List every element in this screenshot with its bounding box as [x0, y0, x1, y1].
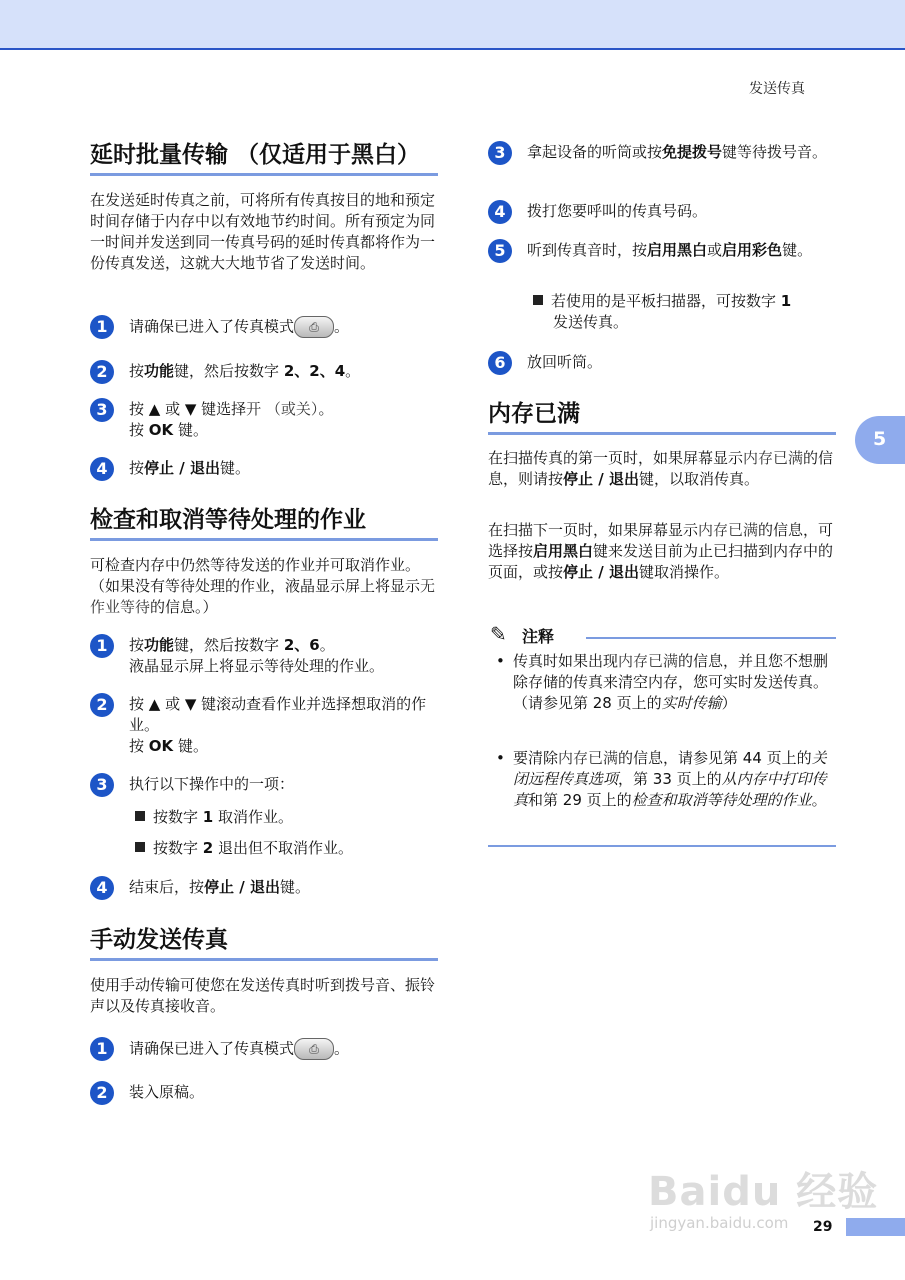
key-name: OK: [148, 421, 174, 439]
top-header-band: [0, 0, 905, 50]
section-title-memory-full: 内存已满: [488, 399, 836, 435]
step-4-check-cancel: [90, 876, 438, 902]
running-head: 发送传真: [749, 81, 805, 97]
cross-reference-link[interactable]: 实时传输: [661, 694, 722, 712]
bullet-text: [513, 651, 835, 714]
option-2: [135, 838, 435, 859]
lcd-text: 无作业等待: [90, 577, 436, 616]
text: 键。: [219, 459, 250, 477]
step-text: 请确保已进入了传真模式: [129, 317, 295, 336]
text: 的信息，可选择按: [488, 521, 834, 560]
text: 键，以取消传真。: [638, 470, 759, 488]
section-title-delayed-batch: 延时批量传输 （仅适用于黑白）: [90, 140, 438, 176]
text: 按: [129, 459, 145, 477]
note-pencil-icon: ✎: [490, 622, 507, 646]
baidu-watermark-url: jingyan.baidu.com: [650, 1214, 789, 1232]
text: 结束后，按: [129, 878, 205, 896]
step-number-icon: 6: [488, 351, 512, 375]
text: 发送传真。: [553, 313, 629, 331]
text: 和第 29 页上的: [528, 791, 632, 809]
text: 按: [129, 362, 145, 380]
step-1-check-cancel: [90, 634, 438, 675]
lcd-text: 内存已满: [743, 449, 804, 467]
fax-mode-button-icon: ⎙: [294, 316, 334, 338]
key-digit: 2: [202, 839, 214, 857]
step-number-icon: 4: [90, 876, 114, 900]
text: 在扫描下一页时，如果屏幕显示: [488, 521, 699, 539]
step-number-icon: 4: [90, 457, 114, 481]
key-name: 功能: [144, 636, 175, 654]
note-header: [488, 622, 836, 646]
text: 。: [811, 791, 827, 809]
bullet-dot-icon: •: [496, 652, 505, 670]
step-text: 执行以下操作中的一项：: [129, 775, 295, 793]
key-digits: 2、2、4: [283, 362, 346, 380]
option-1: [135, 807, 435, 828]
text: 拿起设备的听筒或按: [527, 143, 663, 161]
step-text-end: 。: [334, 317, 350, 336]
text: 若使用的是平板扫描器，可按数字: [551, 292, 777, 310]
step-2-check-cancel: [90, 693, 438, 755]
page-number: 29: [813, 1219, 833, 1235]
text: 键来发送目前为止已扫描到内存中的页面，或按: [488, 542, 834, 581]
step-number-icon: 2: [90, 1081, 114, 1105]
section-intro-delayed-batch: 在发送延时传真之前，可将所有传真按目的地和预定时间存储于内存中以有效地节约时间。所有预定为同一时间并发送到同一传真号码的延时传真都将作为一份传真发送，这就大大地节省了发送时间。: [90, 191, 436, 272]
step-number-icon: 1: [90, 315, 114, 339]
text: 。: [318, 400, 334, 418]
cross-reference-link[interactable]: 关闭远程传真选项: [513, 749, 827, 788]
step-text-end: 。: [334, 1039, 350, 1058]
step-2-manual-send: [90, 1081, 438, 1107]
section-intro-manual-send: 使用手动传输可使您在发送传真时听到拨号音、振铃声以及传真接收音。: [90, 976, 436, 1015]
text: 按 ▲ 或 ▼ 键选择: [129, 400, 247, 418]
key-name: 停止 / 退出: [563, 470, 639, 488]
key-name: 启用黑白: [533, 542, 594, 560]
lcd-text: 内存已满: [698, 521, 759, 539]
step-number-icon: 3: [90, 773, 114, 797]
key-name: 免提拨号: [662, 143, 723, 161]
text: 听到传真音时，按: [527, 241, 648, 259]
text: 。: [319, 636, 335, 654]
text: 键。: [279, 878, 310, 896]
key-digits: 2、6: [283, 636, 320, 654]
step-number-icon: 5: [488, 239, 512, 263]
cross-reference-link[interactable]: 从内存中打印传真: [513, 770, 827, 809]
text: 键等待拨号音。: [722, 143, 828, 161]
text: 。: [345, 362, 361, 380]
step-text: 放回听筒。: [527, 353, 603, 371]
step-number-icon: 4: [488, 200, 512, 224]
text: 可检查内存中仍然等待发送的作业并可取消作业。（如果没有等待处理的作业，液晶显示屏上将显示: [90, 556, 421, 595]
step-2-delayed-batch: [90, 360, 438, 386]
text: 退出但不取消作业。: [218, 839, 354, 857]
square-bullet-icon: [135, 811, 145, 821]
key-name: 启用黑白: [647, 241, 708, 259]
chapter-number: 5: [873, 428, 887, 450]
note-title: 注释: [522, 627, 555, 646]
step-1-manual-send: [90, 1037, 438, 1063]
step-1-delayed-batch: [90, 315, 438, 341]
step-3-manual-send: [488, 141, 836, 167]
step-3-check-cancel: [90, 773, 438, 799]
text: 要清除: [513, 749, 559, 767]
step-number-icon: 3: [90, 398, 114, 422]
lcd-text: 内存已满: [618, 652, 679, 670]
lcd-text: 内存已满: [558, 749, 619, 767]
text: 按数字: [153, 808, 199, 826]
section-title-manual-send: 手动发送传真: [90, 925, 438, 961]
bullet-text: [513, 748, 835, 811]
text: 键。: [782, 241, 813, 259]
note-rule: [586, 637, 836, 639]
text: 的信息，并且您不想删除存储的传真来清空内存，您可实时发送传真。（请参见第 28 页上的: [513, 652, 829, 712]
chapter-tab: [855, 416, 905, 464]
fax-mode-button-icon: ⎙: [294, 1038, 334, 1060]
section-intro-check-cancel: [90, 555, 438, 618]
key-digit: 1: [202, 808, 214, 826]
key-name: 停止 / 退出: [204, 878, 280, 896]
cross-reference-link[interactable]: 检查和取消等待处理的作业: [631, 791, 812, 809]
baidu-watermark-logo: Baidu 经验: [648, 1169, 879, 1215]
text: 按 ▲ 或 ▼ 键滚动查看作业并选择想取消的作业。: [129, 695, 427, 734]
text: 按: [129, 737, 145, 755]
step-number-icon: 2: [90, 693, 114, 717]
text: 取消作业。: [218, 808, 294, 826]
key-name: 停止 / 退出: [144, 459, 220, 477]
key-name: 停止 / 退出: [563, 563, 639, 581]
step-4-delayed-batch: [90, 457, 438, 483]
page-number-bar: [846, 1218, 905, 1236]
step-number-icon: 1: [90, 1037, 114, 1061]
step-5-sub-option: [533, 291, 833, 333]
step-number-icon: 1: [90, 634, 114, 658]
text: 按: [129, 421, 145, 439]
step-text: 请确保已进入了传真模式: [129, 1039, 295, 1058]
memory-full-paragraph-1: [488, 448, 836, 490]
bullet-dot-icon: •: [496, 749, 505, 767]
memory-full-paragraph-2: [488, 520, 836, 583]
text: 的信息。）: [150, 598, 218, 616]
text: 键。: [177, 737, 208, 755]
key-name: 启用彩色: [722, 241, 783, 259]
step-number-icon: 2: [90, 360, 114, 384]
step-number-icon: 3: [488, 141, 512, 165]
text: 的信息，请参见第 44 页上的: [618, 749, 812, 767]
key-name: OK: [148, 737, 174, 755]
step-text: 拨打您要呼叫的传真号码。: [527, 202, 708, 220]
lcd-text: 开 （或关）: [246, 400, 319, 418]
text: 在扫描传真的第一页时，如果屏幕显示: [488, 449, 744, 467]
step-5-manual-send: [488, 239, 836, 265]
text: 按数字: [153, 839, 199, 857]
note-end-rule: [488, 845, 836, 847]
square-bullet-icon: [533, 295, 543, 305]
text: 按: [129, 636, 145, 654]
section-title-check-cancel: 检查和取消等待处理的作业: [90, 505, 438, 541]
square-bullet-icon: [135, 842, 145, 852]
text: 键取消操作。: [638, 563, 729, 581]
step-text: 装入原稿。: [129, 1083, 205, 1101]
step-3-delayed-batch: [90, 398, 438, 439]
text: 键，然后按数字: [174, 636, 280, 654]
text: 键。: [177, 421, 208, 439]
text: 液晶显示屏上将显示等待处理的作业。: [129, 657, 385, 675]
key-name: 功能: [144, 362, 175, 380]
step-6-manual-send: [488, 351, 836, 377]
text: 或: [707, 241, 723, 259]
text: 键，然后按数字: [174, 362, 280, 380]
key-digit: 1: [780, 292, 792, 310]
text: ）: [721, 694, 737, 712]
text: 的信息，则请按: [488, 449, 834, 488]
text: ，第 33 页上的: [618, 770, 722, 788]
text: 传真时如果出现: [513, 652, 619, 670]
step-4-manual-send: [488, 200, 836, 226]
